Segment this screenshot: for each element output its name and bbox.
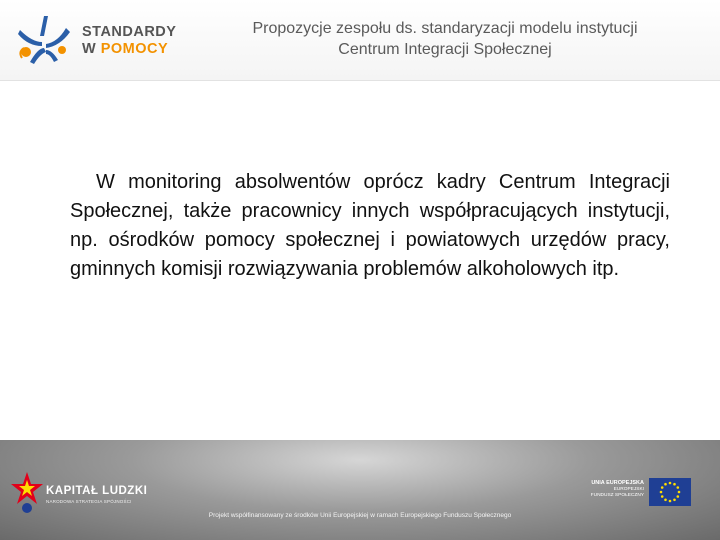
- standardy-w-pomocy-logo: [14, 12, 179, 68]
- header-bar: [0, 0, 720, 81]
- kapital-ludzki-emblem-icon: [10, 470, 44, 514]
- logo-text-standardy: STANDARDY: [82, 24, 177, 40]
- eu-flag-icon: [649, 478, 691, 506]
- logo-figure-icon: [14, 12, 78, 68]
- efs-label-line-1: EUROPEJSKI: [613, 486, 644, 492]
- slide-title: [180, 18, 710, 60]
- logo-text-w: W: [82, 41, 97, 57]
- cofinancing-note: Projekt współfinansowany ze środków Unii Europejskiej w ramach Europejskiego Funduszu Społecznego: [208, 512, 512, 519]
- logo-text-pomocy: POMOCY: [100, 41, 169, 57]
- kapital-ludzki-label: KAPITAŁ LUDZKI: [46, 485, 148, 497]
- slide-title-line-1: Propozycje zespołu ds. standaryzacji modelu instytucji: [252, 20, 638, 37]
- eu-text-block: [560, 480, 644, 500]
- slide-title-line-2: Centrum Integracji Społecznej: [338, 41, 552, 58]
- eu-label: UNIA EUROPEJSKA: [591, 480, 644, 486]
- body-paragraph: W monitoring absolwentów oprócz kadry Centrum Integracji Społecznej, także pracownicy innych współpracujących instytucji, np. ośrodków pomocy społecznej i powiatowych urzędów pracy, gminnych komisji rozwiązywania problemów alkoholowych itp.: [70, 171, 670, 280]
- logo-text-w-pomocy: [82, 41, 168, 57]
- efs-label-line-2: FUNDUSZ SPOŁECZNY: [590, 493, 644, 498]
- kapital-ludzki-sublabel: NARODOWA STRATEGIA SPÓJNOŚCI: [46, 499, 132, 504]
- footer-bar: [0, 440, 720, 540]
